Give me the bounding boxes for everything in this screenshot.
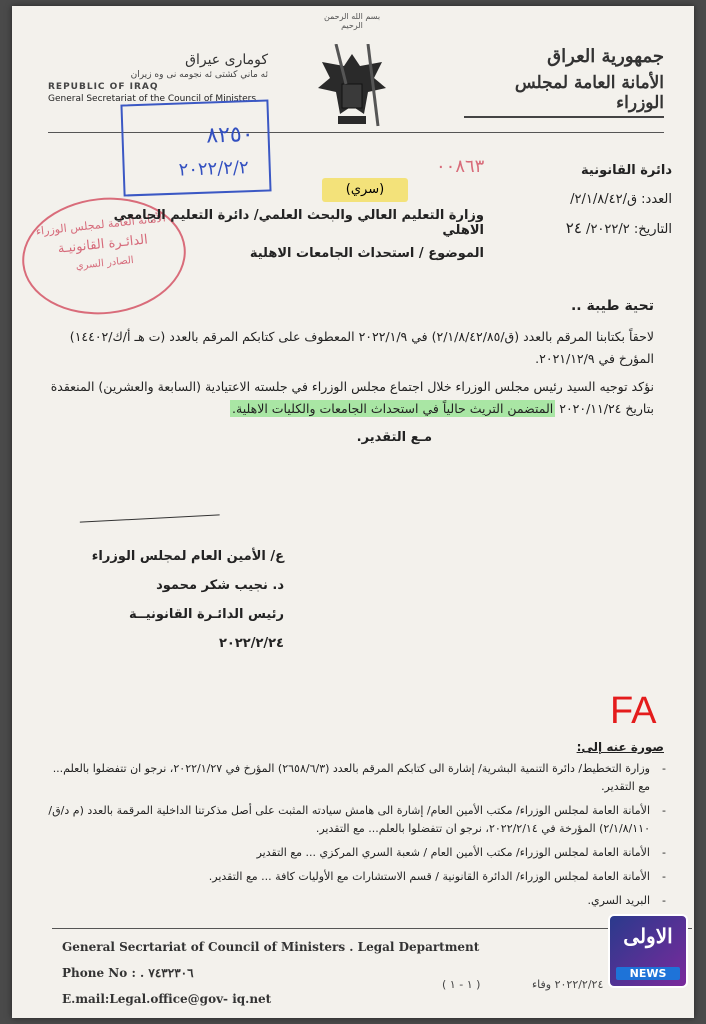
cc-list (48, 760, 668, 916)
logo-news-label: NEWS (616, 967, 680, 980)
signatory-role: رئيس الدائـرة القانونيــة (128, 607, 284, 622)
footer-divider (52, 928, 692, 929)
document-meta (502, 156, 672, 244)
signatory-name: د. نجيب شكر محمود (156, 578, 284, 593)
body-paragraph-2 (44, 376, 654, 420)
seal-line-2: الدائـرة القانونيـة (57, 232, 149, 257)
stamp-number: ٨٢٥٠ (205, 121, 254, 149)
secretariat-en: General Secretariat of the Council of Ministers (48, 94, 257, 104)
document-number: العدد: ق/٢/١/٨/٤٢/ (570, 192, 672, 207)
seal-line-3: الصادر السري (75, 254, 135, 272)
secretariat-title: الأمانة العامة لمجلس الوزراء (464, 73, 664, 118)
footer-org: General Secrtariat of Council of Ministers . Legal Department (62, 940, 480, 954)
signature-date: ٢٠٢٢/٢/٢٤ (218, 636, 284, 651)
department-label: دائرة القانونية (581, 163, 672, 178)
document-page (12, 6, 694, 1018)
page-number: ( ١ - ١ ) (442, 978, 481, 991)
footer-date-note: ٢٠٢٢/٢/٢٤ وفاء (532, 978, 604, 991)
kurdish-title: كومارى عيراق (185, 52, 268, 68)
iraq-eagle-emblem-icon (312, 44, 392, 136)
incoming-stamp (120, 99, 271, 196)
footer-email: E.mail:Legal.office@gov- iq.net (62, 992, 272, 1006)
fa-mark: FA (610, 690, 657, 732)
body-paragraph-1: لاحقاً بكتابنا المرقم بالعدد (ق/٢/١/٨/٤٢/٨٥) في ٢٠٢٢/١/٩ المعطوف على كتابكم المرقم بالعدد (ت هـ أ/ك/١٤٤٠٢) المؤرخ في ٢٠٢١/١٢/٩. (69, 329, 654, 366)
kurdish-subtitle: ئه ماني كشتى ئه نجومه نى وه زيران (130, 70, 268, 80)
logo-text: الاولى (623, 924, 673, 948)
header-republic (464, 46, 664, 118)
cc-item: - الأمانة العامة لمجلس الوزراء/ الدائرة القانونية / قسم الاستشارات مع الأوليات كافة ... مع التقدير. (48, 868, 650, 886)
signature-scribble (80, 514, 220, 532)
cc-item: - وزارة التخطيط/ دائرة التنمية البشرية/ إشارة الى كتابكم المرقم بالعدد (٢٦٥٨/٦/٣) المؤرخ في ٢٠٢٢/١/٢٧، نرجو ان تتفضلوا بالعلم... مع التقدير. (48, 760, 650, 796)
footer-phone: Phone No : . ٧٤٣٢٣٠٦ (62, 966, 194, 980)
header-kurdish (48, 52, 268, 104)
highlighted-text: المتضمن التريث حالياً في استحداث الجامعات والكليات الاهلية. (232, 401, 554, 416)
republic-en: REPUBLIC OF IRAQ (48, 82, 159, 92)
closing-thanks: مـع التقدير. (356, 430, 432, 445)
subject: الموضوع / استحداث الجامعات الاهلية (249, 246, 484, 261)
cc-item: - الأمانة العامة لمجلس الوزراء/ مكتب الأمين العام/ إشارة الى هامش سيادته المثبت على أصل مذكرتنا الداخلية المرقمة بالعدد (م د/ق/٢/١/٨/١١٠) المؤرخة في ٢٠٢٢/٢/١٤، نرجو ان تتفضلوا بالعلم... مع التقدير. (48, 802, 650, 838)
document-date-text: التاريخ: ٢٠٢٢/٢/ (586, 222, 672, 237)
seal-line-1: الأمانة العامة لمجلس الوزراء (35, 211, 167, 238)
footer-contact (62, 934, 479, 1012)
basmala: بسم الله الرحمن الرحيم (323, 12, 381, 30)
stamp-date: ٢٠٢٢/٢/٢ (178, 157, 250, 181)
cc-item: - البريد السري. (48, 892, 650, 910)
serial-number: ٠٠٨٦٣ (436, 156, 485, 177)
cc-title: صورة عنه إلى: (576, 740, 664, 754)
cc-item: - الأمانة العامة لمجلس الوزراء/ مكتب الأمين العام / شعبة السري المركزي ... مع التقدير (48, 844, 650, 862)
alula-news-logo (608, 914, 688, 988)
body-paragraph-2-text: نؤكد توجيه السيد رئيس مجلس الوزراء خلال اجتماع مجلس الوزراء في جلسته الاعتيادية (السابعة والعشرين) المنعقدة بتاريخ ٢٠٢٠/١١/٢٤ (50, 379, 654, 416)
greeting: تحية طيبة .. (570, 298, 654, 314)
classification-badge: (سري) (322, 178, 408, 202)
signature-block (24, 542, 284, 658)
document-date (502, 214, 672, 244)
document-date-handwritten: ٢٤ (565, 219, 582, 237)
letter-body (44, 326, 654, 420)
republic-title: جمهورية العراق (547, 46, 664, 67)
signatory-title: ع/ الأمين العام لمجلس الوزراء (91, 549, 284, 564)
recipient: وزارة التعليم العالي والبحث العلمي/ دائرة التعليم الجامعي الاهلي (113, 208, 484, 238)
